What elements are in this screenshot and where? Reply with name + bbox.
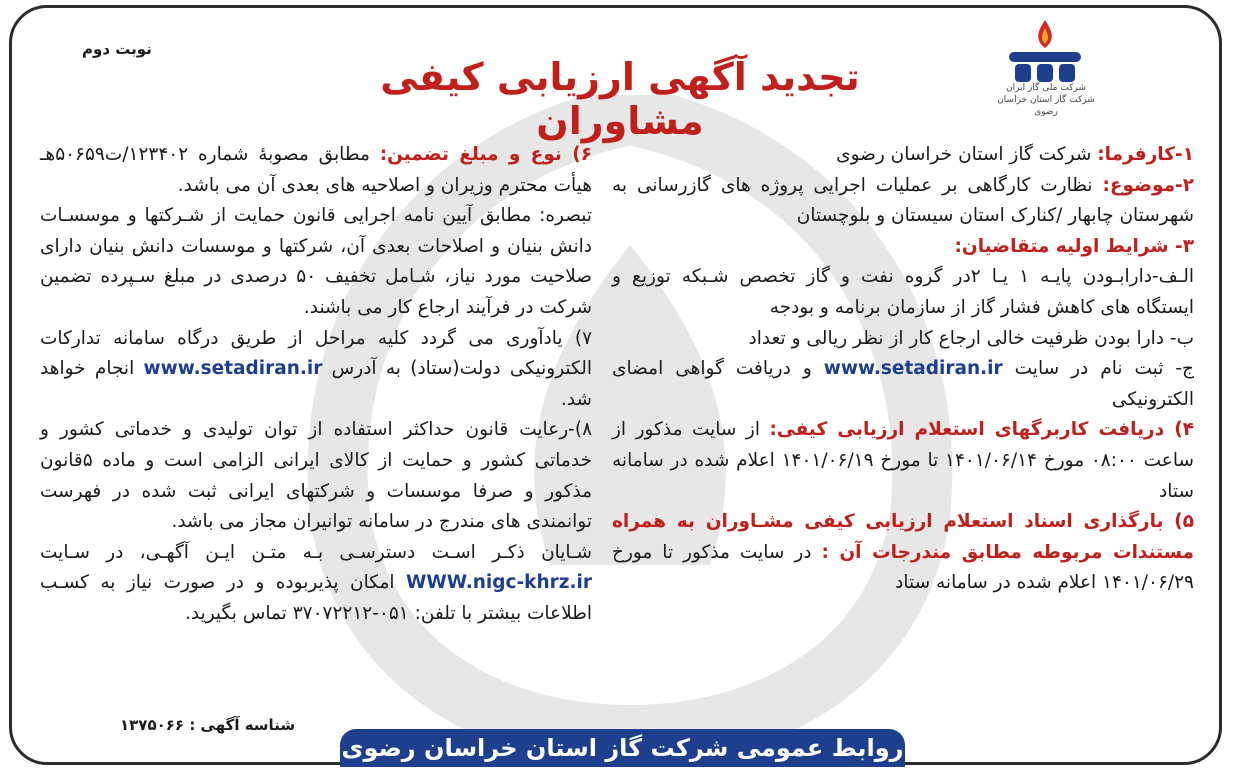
subject-paragraph	[612, 171, 1194, 232]
condition-a: الـف-دارابـودن پایـه ۱ یـا ۲در گروه نفت و گاز تخصص شـبکه توزیع و ایستگاه های کاهش فشار گاز از سازمان برنامه و بودجه	[612, 266, 1194, 318]
final-post: تماس بگیرید.	[184, 602, 287, 624]
final-pre: شـایان ذکـر اسـت دسترسـی بـه متـن ایـن آگهـی، در سـایت	[40, 541, 592, 563]
guarantee-heading: ۶) نوع و مبلغ تضمین:	[379, 144, 592, 165]
ad-id-value: ۱۳۷۵۰۶۶	[120, 716, 185, 734]
note-paragraph: تبصره: مطابق آیین نامه اجرایی قانون حمایت از شـرکتها و موسسـات دانش بنیان و اصلاحات بعدی آن، شرکتها و موسسات دانش بنیان دارای صلاحیت مورد نیاز، شـامل تخفیف ۵۰ درصدی در مبلغ سـپرده تضمین شرکت در فرآیند ارجاع کار می باشند.	[40, 205, 592, 318]
right-column	[612, 140, 1194, 599]
nigc-khrz-link[interactable]: WWW.nigc-khrz.ir	[406, 572, 592, 594]
condition-c-post: و دریافت گواهی امضای الکترونیکی	[612, 358, 1194, 410]
left-column	[40, 140, 592, 630]
item-7-post: انجام خواهد شد.	[40, 358, 592, 410]
logo-caption-line-2: شرکت گاز استان خراسان رضوی	[997, 95, 1095, 117]
item-7-pre: ۷) یادآوری می گردد کلیه مراحل از طریق درگاه سامانه تدارکات الکترونیکی دولت(ستاد) به آدرس	[40, 327, 592, 380]
notice-title: تجدید آگهی ارزیابی کیفی مشاوران	[380, 55, 860, 143]
phone-number: ۰۵۱-۳۷۰۷۲۲۱۲	[292, 602, 409, 624]
employer-label: ۱-کارفرما:	[1097, 144, 1194, 165]
condition-c-pre: ج- ثبت نام در سایت	[1014, 358, 1194, 380]
condition-c	[612, 354, 1194, 415]
public-relations-banner: روابط عمومی شرکت گاز استان خراسان رضوی	[340, 729, 905, 767]
receive-text: از سایت مذکور از ساعت ۰۸:۰۰ مورخ ۱۴۰۱/۰۶/۱۴ تا مورخ ۱۴۰۱/۰۶/۱۹ اعلام شده در سامانه ستاد	[612, 419, 1194, 502]
logo-caption	[990, 82, 1102, 118]
subject-label: ۲-موضوع:	[1102, 174, 1194, 196]
ad-id-label: شناسه آگهی :	[189, 716, 296, 734]
employer-paragraph	[612, 140, 1194, 171]
ad-id	[120, 716, 295, 734]
condition-b: ب- دارا بودن ظرفیت خالی ارجاع کار از نظر ریالی و تعداد	[748, 327, 1194, 349]
round-label: نوبت دوم	[82, 40, 152, 58]
conditions-heading: ۳- شرایط اولیه متقاضیان:	[954, 235, 1194, 257]
guarantee-paragraph	[40, 140, 592, 201]
logo-caption-line-1: شرکت ملی گاز ایران	[1006, 83, 1086, 93]
subject-value: نظارت کارگاهی بر عملیات اجرایی پروژه های گازرسانی به شهرستان چابهار /کنارک استان سیستان و بلوچستان	[612, 174, 1194, 227]
upload-text: در سایت مذکور تا مورخ ۱۴۰۱/۰۶/۲۹ اعلام شده در سامانه ستاد	[612, 541, 1194, 594]
receive-heading: ۴) دریافت کاربرگهای استعلام ارزیابی کیفی:	[769, 419, 1194, 441]
item-7-paragraph	[40, 324, 592, 416]
final-paragraph	[40, 538, 592, 630]
setadiran-link[interactable]: www.setadiran.ir	[823, 358, 1003, 380]
receive-paragraph	[612, 415, 1194, 507]
upload-heading: ۵) بارگذاری اسناد استعلام ارزیابی کیفی مشـاوران به همراه مستندات مربوطه مطابق مندرجات آن :	[612, 511, 1194, 563]
employer-value: شرکت گاز استان خراسان رضوی	[836, 144, 1092, 165]
upload-paragraph	[612, 507, 1194, 599]
item-8-paragraph: ۸)-رعایت قانون حداکثر استفاده از توان تولیدی و خدماتی کشور و خدماتی کشور و حمایت از کالای ایرانی الزامی است و ماده ۵قانون مذکور و صرفا موسسات و شرکتهای ایرانی ثبت شده در فهرست توانمندی های مندرج در سامانه توانیران مجاز می باشد.	[40, 419, 592, 533]
final-mid: امکان پذیربوده و در صورت نیاز به کسـب اطلاعات بیشتر با تلفن:	[40, 572, 592, 624]
guarantee-text: مطابق مصوبهٔ شماره ۱۲۳۴۰۲/ت۵۰۶۵۹هـ هیأت محترم وزیران و اصلاحیه های بعدی آن می باشد.	[40, 144, 592, 196]
setadiran-link-2[interactable]: www.setadiran.ir	[143, 358, 323, 380]
